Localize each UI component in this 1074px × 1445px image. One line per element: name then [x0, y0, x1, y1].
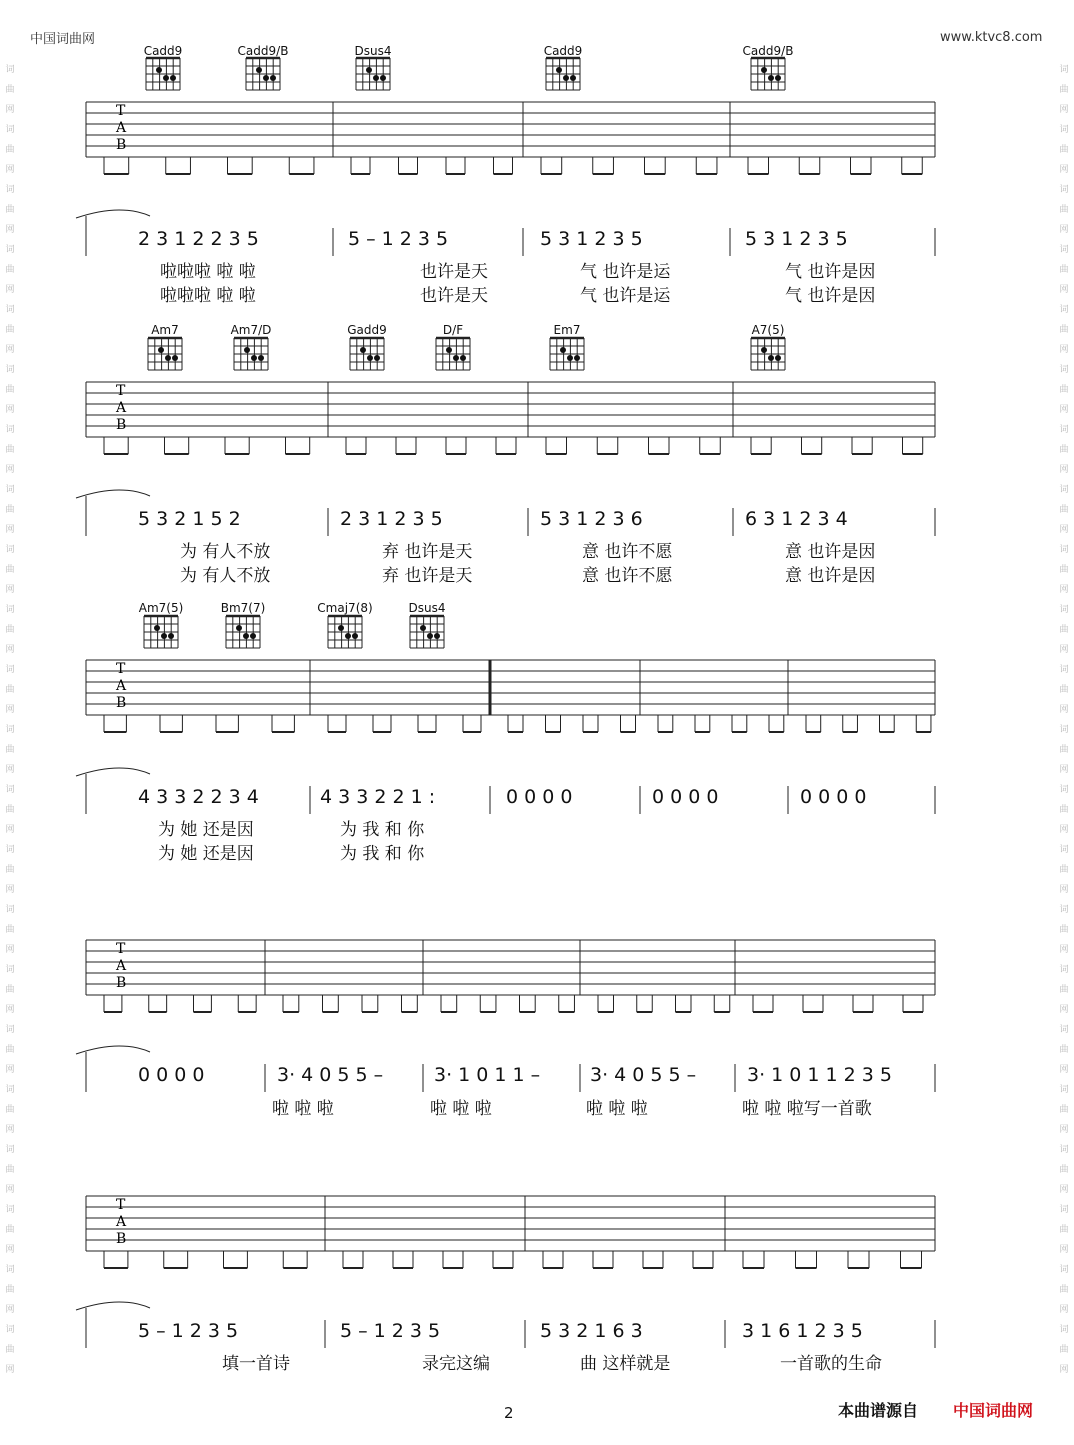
- phrase-slur: [76, 1302, 150, 1310]
- lyric-line: 意 也许是因: [785, 542, 876, 562]
- notation-measure: 3· 4 0 5 5 –: [277, 1064, 384, 1086]
- lyric-line: 啦 啦 啦写一首歌: [742, 1099, 872, 1119]
- chord-finger-dot: [574, 355, 580, 361]
- lyric-line: 录完这编: [422, 1354, 490, 1374]
- chord-label: Dsus4: [354, 44, 392, 58]
- lyric-line: 意 也许不愿: [582, 542, 673, 562]
- chord-finger-dot: [427, 633, 433, 639]
- chord-label: Cadd9/B: [742, 44, 794, 58]
- chord-label: A7(5): [751, 323, 785, 337]
- source-site-link[interactable]: 中国词曲网: [953, 1401, 1034, 1420]
- tab-clef-letter: A: [116, 678, 127, 694]
- chord-label: Am7: [151, 323, 179, 337]
- lyric-line: 为 她 还是因: [158, 844, 254, 864]
- lyric-line: 曲 这样就是: [580, 1354, 671, 1374]
- site-url: www.ktvc8.com: [940, 30, 1043, 45]
- tab-clef-letter: A: [116, 958, 127, 974]
- tab-clef-letter: B: [116, 695, 127, 711]
- notation-measure: 0 0 0 0: [138, 1064, 205, 1086]
- chord-finger-dot: [768, 75, 774, 81]
- tab-clef-letter: T: [116, 941, 126, 957]
- left-watermark: 词 曲 网 词 曲 网 词 曲 网 词 曲 网 词 曲 网 词 曲 网 词 曲 网 词 曲 网 词 曲 网 词 曲 网 词 曲 网 词 曲 网 词 曲 网 词 曲 网 词 曲 网 词 曲 网 词 曲 网 词 曲 网 词 曲 网 词 曲 网 词 曲 网 词 曲 网: [5, 65, 15, 1375]
- chord-label: Am7/D: [230, 323, 272, 337]
- chord-finger-dot: [154, 625, 160, 631]
- tab-clef-letter: B: [116, 1231, 127, 1247]
- chord-finger-dot: [434, 633, 440, 639]
- notation-measure: 5 3 1 2 3 5: [540, 228, 643, 250]
- chord-finger-dot: [775, 75, 781, 81]
- chord-finger-dot: [380, 75, 386, 81]
- chord-finger-dot: [460, 355, 466, 361]
- right-watermark: 词 曲 网 词 曲 网 词 曲 网 词 曲 网 词 曲 网 词 曲 网 词 曲 网 词 曲 网 词 曲 网 词 曲 网 词 曲 网 词 曲 网 词 曲 网 词 曲 网 词 曲 网 词 曲 网 词 曲 网 词 曲 网 词 曲 网 词 曲 网 词 曲 网 词 曲 网: [1059, 65, 1069, 1375]
- chord-label: Dsus4: [408, 601, 446, 615]
- lyric-line: 意 也许是因: [785, 566, 876, 586]
- chord-finger-dot: [556, 67, 562, 73]
- chord-finger-dot: [251, 355, 257, 361]
- chord-finger-dot: [373, 75, 379, 81]
- notation-measure: 3 1 6 1 2 3 5: [742, 1320, 863, 1342]
- chord-label: Gadd9: [347, 323, 387, 337]
- notation-measure: 5 3 1 2 3 5: [745, 228, 848, 250]
- chord-finger-dot: [453, 355, 459, 361]
- chord-finger-dot: [250, 633, 256, 639]
- chord-finger-dot: [420, 625, 426, 631]
- chord-label: Bm7(7): [220, 601, 266, 615]
- notation-measure: 2 3 1 2 3 5: [340, 508, 443, 530]
- tab-clef-letter: B: [116, 137, 127, 153]
- chord-label: Cadd9: [143, 44, 183, 58]
- chord-label: Am7(5): [138, 601, 184, 615]
- tab-clef-letter: T: [116, 103, 126, 119]
- notation-measure: 5 – 1 2 3 5: [340, 1320, 441, 1342]
- phrase-slur: [76, 490, 150, 498]
- notation-measure: 0 0 0 0: [800, 786, 867, 808]
- lyric-line: 啦啦啦 啦 啦: [160, 262, 256, 282]
- phrase-slur: [76, 768, 150, 776]
- chord-finger-dot: [367, 355, 373, 361]
- chord-finger-dot: [156, 67, 162, 73]
- chord-finger-dot: [270, 75, 276, 81]
- chord-finger-dot: [761, 67, 767, 73]
- chord-label: Cmaj7(8): [317, 601, 373, 615]
- tab-clef-letter: T: [116, 661, 126, 677]
- chord-finger-dot: [170, 75, 176, 81]
- chord-finger-dot: [446, 347, 452, 353]
- tab-clef-letter: B: [116, 975, 127, 991]
- chord-finger-dot: [768, 355, 774, 361]
- chord-finger-dot: [161, 633, 167, 639]
- lyric-line: 意 也许不愿: [582, 566, 673, 586]
- lyric-line: 也许是天: [420, 286, 488, 306]
- tab-clef-letter: A: [116, 120, 127, 136]
- lyric-line: 弃 也许是天: [382, 542, 473, 562]
- chord-finger-dot: [236, 625, 242, 631]
- notation-measure: 4 3 3 2 2 1 :: [320, 786, 436, 808]
- notation-measure: 2 3 1 2 2 3 5: [138, 228, 259, 250]
- chord-label: Cadd9: [543, 44, 583, 58]
- chord-label: Cadd9/B: [237, 44, 289, 58]
- notation-measure: 0 0 0 0: [652, 786, 719, 808]
- chord-finger-dot: [761, 347, 767, 353]
- lyric-line: 气 也许是运: [580, 262, 671, 282]
- chord-finger-dot: [263, 75, 269, 81]
- notation-measure: 3· 1 0 1 1 2 3 5: [747, 1064, 893, 1086]
- chord-finger-dot: [172, 355, 178, 361]
- notation-measure: 3· 4 0 5 5 –: [590, 1064, 697, 1086]
- notation-measure: 0 0 0 0: [506, 786, 573, 808]
- chord-finger-dot: [163, 75, 169, 81]
- tab-clef-letter: A: [116, 1214, 127, 1230]
- chord-finger-dot: [560, 347, 566, 353]
- notation-measure: 6 3 1 2 3 4: [745, 508, 848, 530]
- notation-measure: 5 3 1 2 3 6: [540, 508, 643, 530]
- chord-finger-dot: [352, 633, 358, 639]
- notation-measure: 5 – 1 2 3 5: [348, 228, 449, 250]
- lyric-line: 啦啦啦 啦 啦: [160, 286, 256, 306]
- chord-finger-dot: [567, 355, 573, 361]
- chord-finger-dot: [165, 355, 171, 361]
- chord-finger-dot: [775, 355, 781, 361]
- phrase-slur: [76, 1046, 150, 1054]
- notation-measure: 4 3 3 2 2 3 4: [138, 786, 259, 808]
- lyric-line: 气 也许是因: [785, 262, 876, 282]
- source-label: 本曲谱源自: [838, 1401, 919, 1420]
- chord-finger-dot: [366, 67, 372, 73]
- lyric-line: 也许是天: [420, 262, 488, 282]
- chord-finger-dot: [563, 75, 569, 81]
- tab-clef-letter: A: [116, 400, 127, 416]
- tab-clef-letter: T: [116, 1197, 126, 1213]
- chord-finger-dot: [244, 347, 250, 353]
- tab-clef-letter: B: [116, 417, 127, 433]
- chord-finger-dot: [345, 633, 351, 639]
- page-number: 2: [504, 1404, 514, 1422]
- lyric-line: 为 我 和 你: [340, 844, 425, 864]
- chord-finger-dot: [570, 75, 576, 81]
- notation-measure: 3· 1 0 1 1 –: [434, 1064, 541, 1086]
- chord-finger-dot: [256, 67, 262, 73]
- chord-label: D/F: [442, 323, 464, 337]
- site-logo-text: 中国词曲网: [30, 32, 96, 47]
- lyric-line: 啦 啦 啦: [272, 1099, 334, 1119]
- chord-finger-dot: [168, 633, 174, 639]
- lyric-line: 啦 啦 啦: [430, 1099, 492, 1119]
- lyric-line: 为 有人不放: [180, 542, 271, 562]
- chord-finger-dot: [360, 347, 366, 353]
- lyric-line: 为 我 和 你: [340, 820, 425, 840]
- phrase-slur: [76, 210, 150, 218]
- lyric-line: 弃 也许是天: [382, 566, 473, 586]
- lyric-line: 为 她 还是因: [158, 820, 254, 840]
- chord-finger-dot: [243, 633, 249, 639]
- lyric-line: 气 也许是因: [785, 286, 876, 306]
- chord-label: Em7: [553, 323, 581, 337]
- lyric-line: 一首歌的生命: [780, 1354, 882, 1374]
- notation-measure: 5 – 1 2 3 5: [138, 1320, 239, 1342]
- lyric-line: 为 有人不放: [180, 566, 271, 586]
- notation-measure: 5 3 2 1 5 2: [138, 508, 241, 530]
- notation-measure: 5 3 2 1 6 3: [540, 1320, 643, 1342]
- lyric-line: 气 也许是运: [580, 286, 671, 306]
- chord-finger-dot: [258, 355, 264, 361]
- chord-finger-dot: [158, 347, 164, 353]
- lyric-line: 啦 啦 啦: [586, 1099, 648, 1119]
- chord-finger-dot: [374, 355, 380, 361]
- chord-finger-dot: [338, 625, 344, 631]
- lyric-line: 填一首诗: [222, 1354, 290, 1374]
- tab-clef-letter: T: [116, 383, 126, 399]
